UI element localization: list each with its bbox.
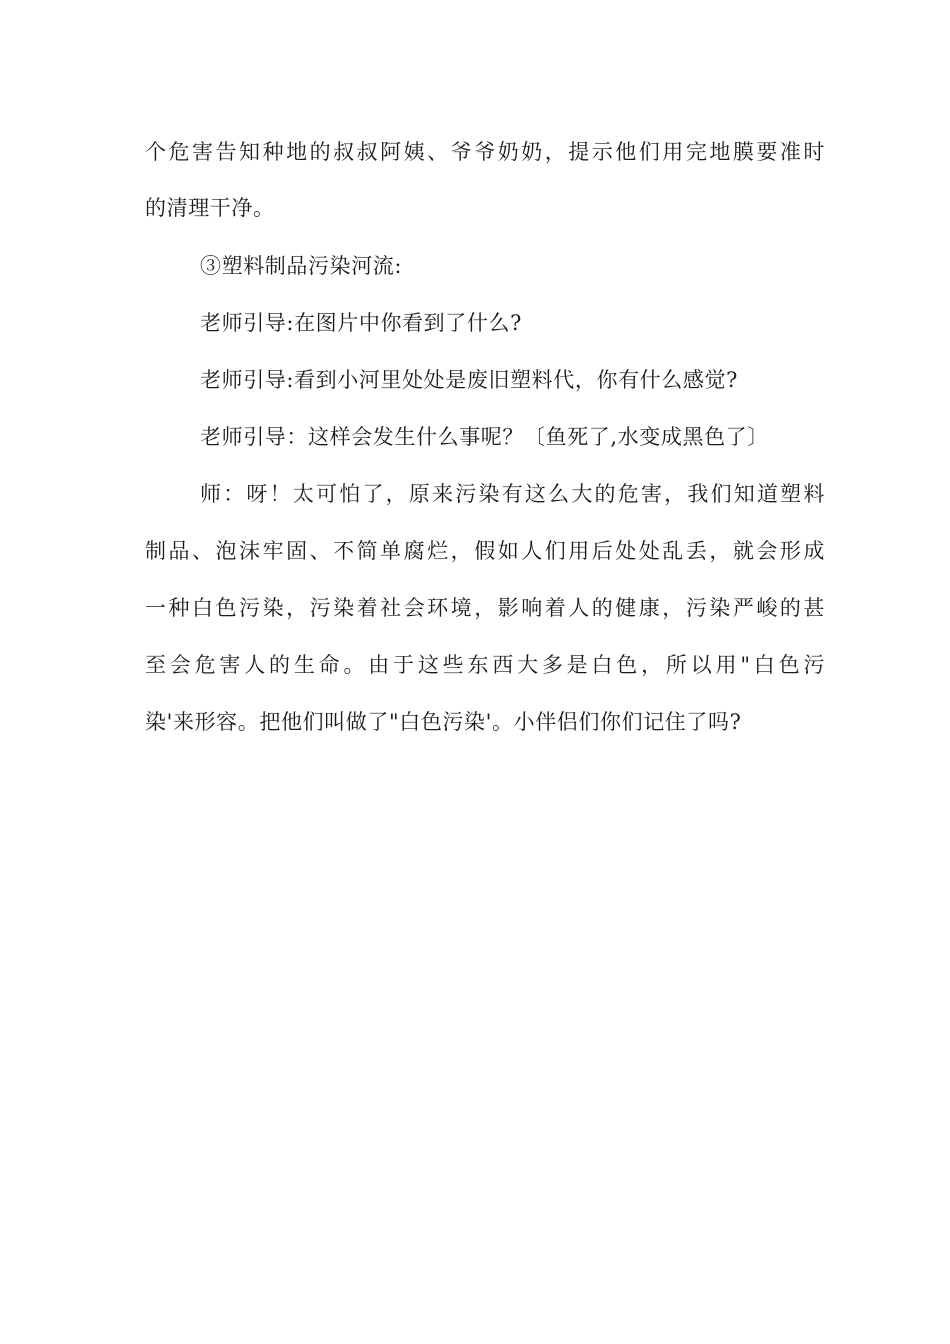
paragraph-line: 老师引导:在图片中你看到了什么?: [200, 311, 522, 335]
paragraph-line: 染'来形容。把他们叫做了"白色污染'。小伴侣们你们记住了吗?: [145, 710, 742, 734]
paragraph-line: 个危害告知种地的叔叔阿姨、爷爷奶奶，提示他们用完地膜要准时: [145, 140, 825, 164]
paragraph-line: 至会危害人的生命。由于这些东西大多是白色，所以用"白色污: [145, 653, 825, 677]
paragraph-line: 老师引导：这样会发生什么事呢？〔鱼死了,水变成黑色了〕: [200, 425, 769, 449]
paragraph-line: 的清理干净。: [145, 196, 275, 220]
paragraph-line: 老师引导:看到小河里处处是废旧塑料代，你有什么感觉?: [200, 368, 738, 392]
paragraph-line: 一种白色污染，污染着社会环境，影响着人的健康，污染严峻的甚: [145, 596, 825, 620]
paragraph-line: 制品、泡沫牢固、不简单腐烂，假如人们用后处处乱丢，就会形成: [145, 539, 825, 563]
paragraph-line: 师：呀！太可怕了，原来污染有这么大的危害，我们知道塑料: [200, 482, 825, 506]
section-heading: ③塑料制品污染河流:: [200, 254, 403, 278]
